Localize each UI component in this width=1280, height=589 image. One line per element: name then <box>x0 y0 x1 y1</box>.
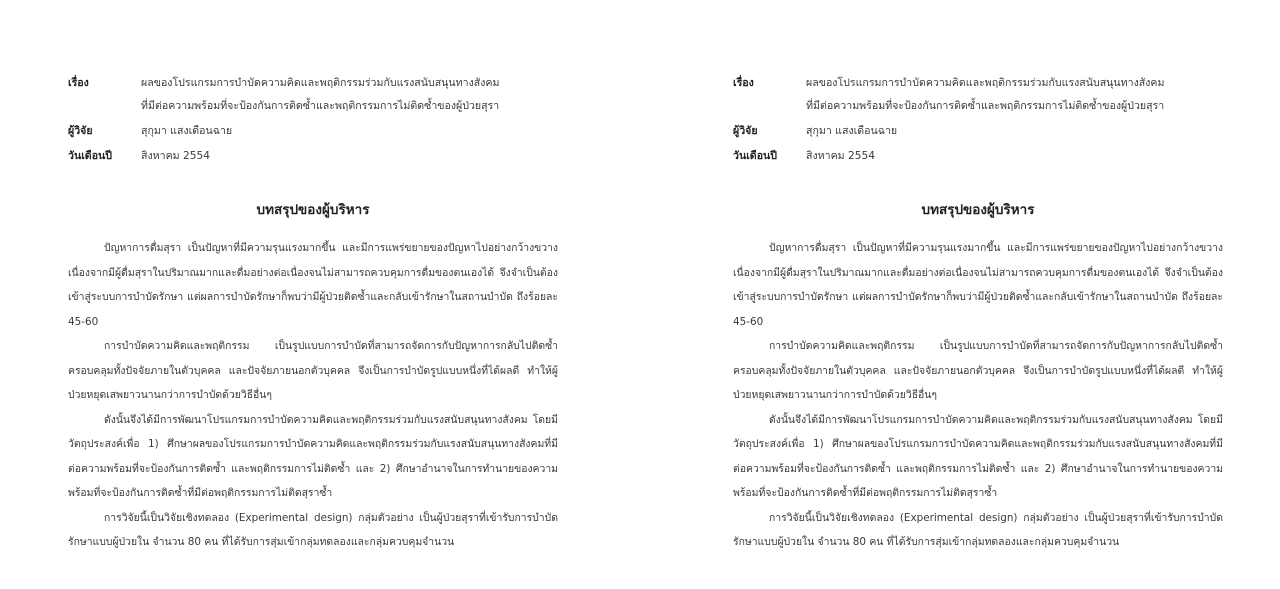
paragraph: การวิจัยนี้เป็นวิจัยเชิงทดลอง (Experimental design) กลุ่มตัวอย่าง เป็นผู้ป่วยสุราที่เข้ารับการบำบัดรักษาแบบผู้ป่วยใน จำนวน 80 คน ที่ได้รับการสุ่มเข้ากลุ่มทดลองและกลุ่มควบคุมจำนวน <box>733 511 1223 548</box>
subject-line-2: ที่มีต่อความพร้อมที่จะป้องกันการติดซ้ำและพฤติกรรมการไม่ติดซ้ำของผู้ป่วยสุรา <box>806 100 1165 112</box>
subject-label: เรื่อง <box>733 77 754 89</box>
date-label: วันเดือนปี <box>68 150 113 162</box>
summary-body <box>68 236 558 555</box>
summary-body <box>733 236 1223 555</box>
date-label: วันเดือนปี <box>733 150 778 162</box>
paragraph: การบำบัดความคิดและพฤติกรรม เป็นรูปแบบการบำบัดที่สามารถจัดการกับปัญหาการกลับไปติดซ้ำครอบคลุมทั้งปัจจัยภายในตัวบุคคล และปัจจัยภายนอกตัวบุคคล จึงเป็นการบำบัดรูปแบบหนึ่งที่ได้ผลดี ทำให้ผู้ป่วยหยุดเสพยาวนานกว่าการบำบัดด้วยวิธีอื่นๆ <box>733 340 1223 401</box>
date-value: สิงหาคม 2554 <box>806 150 875 162</box>
paragraph: ปัญหาการดื่มสุรา เป็นปัญหาที่มีความรุนแรงมากขึ้น และมีการแพร่ขยายของปัญหาไปอย่างกว้างขวาง เนื่องจากมีผู้ดื่มสุราในปริมาณมากและดื่มอย่างต่อเนื่องจนไม่สามารถควบคุมการดื่มของตนเองได้ จึงจำเป็นต้องเข้าสู่ระบบการบำบัดรักษา แต่ผลการบำบัดรักษาก็พบว่ามีผู้ป่วยติดซ้ำและกลับเข้ารักษาในสถานบำบัด ถึงร้อยละ 45-60 <box>68 242 558 328</box>
document-page-left <box>68 0 558 589</box>
paragraph: ปัญหาการดื่มสุรา เป็นปัญหาที่มีความรุนแรงมากขึ้น และมีการแพร่ขยายของปัญหาไปอย่างกว้างขวาง เนื่องจากมีผู้ดื่มสุราในปริมาณมากและดื่มอย่างต่อเนื่องจนไม่สามารถควบคุมการดื่มของตนเองได้ จึงจำเป็นต้องเข้าสู่ระบบการบำบัดรักษา แต่ผลการบำบัดรักษาก็พบว่ามีผู้ป่วยติดซ้ำและกลับเข้ารักษาในสถานบำบัด ถึงร้อยละ 45-60 <box>733 242 1223 328</box>
paragraph: การบำบัดความคิดและพฤติกรรม เป็นรูปแบบการบำบัดที่สามารถจัดการกับปัญหาการกลับไปติดซ้ำครอบคลุมทั้งปัจจัยภายในตัวบุคคล และปัจจัยภายนอกตัวบุคคล จึงเป็นการบำบัดรูปแบบหนึ่งที่ได้ผลดี ทำให้ผู้ป่วยหยุดเสพยาวนานกว่าการบำบัดด้วยวิธีอื่นๆ <box>68 340 558 401</box>
document-page-right <box>733 0 1223 589</box>
researcher-value: สุกุมา แสงเดือนฉาย <box>806 125 898 137</box>
executive-summary-heading: บทสรุปของผู้บริหาร <box>256 202 370 218</box>
researcher-label: ผู้วิจัย <box>68 125 93 137</box>
researcher-value: สุกุมา แสงเดือนฉาย <box>141 125 233 137</box>
subject-line-2: ที่มีต่อความพร้อมที่จะป้องกันการติดซ้ำและพฤติกรรมการไม่ติดซ้ำของผู้ป่วยสุรา <box>141 100 500 112</box>
paragraph: การวิจัยนี้เป็นวิจัยเชิงทดลอง (Experimental design) กลุ่มตัวอย่าง เป็นผู้ป่วยสุราที่เข้ารับการบำบัดรักษาแบบผู้ป่วยใน จำนวน 80 คน ที่ได้รับการสุ่มเข้ากลุ่มทดลองและกลุ่มควบคุมจำนวน <box>68 511 558 548</box>
subject-label: เรื่อง <box>68 77 89 89</box>
subject-line-1: ผลของโปรแกรมการบำบัดความคิดและพฤติกรรมร่วมกับแรงสนับสนุนทางสังคม <box>806 77 1165 89</box>
subject-line-1: ผลของโปรแกรมการบำบัดความคิดและพฤติกรรมร่วมกับแรงสนับสนุนทางสังคม <box>141 77 500 89</box>
paragraph: ดังนั้นจึงได้มีการพัฒนาโปรแกรมการบำบัดความคิดและพฤติกรรมร่วมกับแรงสนับสนุนทางสังคม โดยมีวัตถุประสงค์เพื่อ 1) ศึกษาผลของโปรแกรมการบำบัดความคิดและพฤติกรรมร่วมกับแรงสนับสนุนทางสังคมที่มีต่อความพร้อมที่จะป้องกันการติดซ้ำ และพฤติกรรมการไม่ติดซ้ำ และ 2) ศึกษาอำนาจในการทำนายของความพร้อมที่จะป้องกันการติดซ้ำที่มีต่อพฤติกรรมการไม่ติดสุราซ้ำ <box>68 413 558 499</box>
paragraph: ดังนั้นจึงได้มีการพัฒนาโปรแกรมการบำบัดความคิดและพฤติกรรมร่วมกับแรงสนับสนุนทางสังคม โดยมีวัตถุประสงค์เพื่อ 1) ศึกษาผลของโปรแกรมการบำบัดความคิดและพฤติกรรมร่วมกับแรงสนับสนุนทางสังคมที่มีต่อความพร้อมที่จะป้องกันการติดซ้ำ และพฤติกรรมการไม่ติดซ้ำ และ 2) ศึกษาอำนาจในการทำนายของความพร้อมที่จะป้องกันการติดซ้ำที่มีต่อพฤติกรรมการไม่ติดสุราซ้ำ <box>733 413 1223 499</box>
researcher-label: ผู้วิจัย <box>733 125 758 137</box>
executive-summary-heading: บทสรุปของผู้บริหาร <box>921 202 1035 218</box>
date-value: สิงหาคม 2554 <box>141 150 210 162</box>
